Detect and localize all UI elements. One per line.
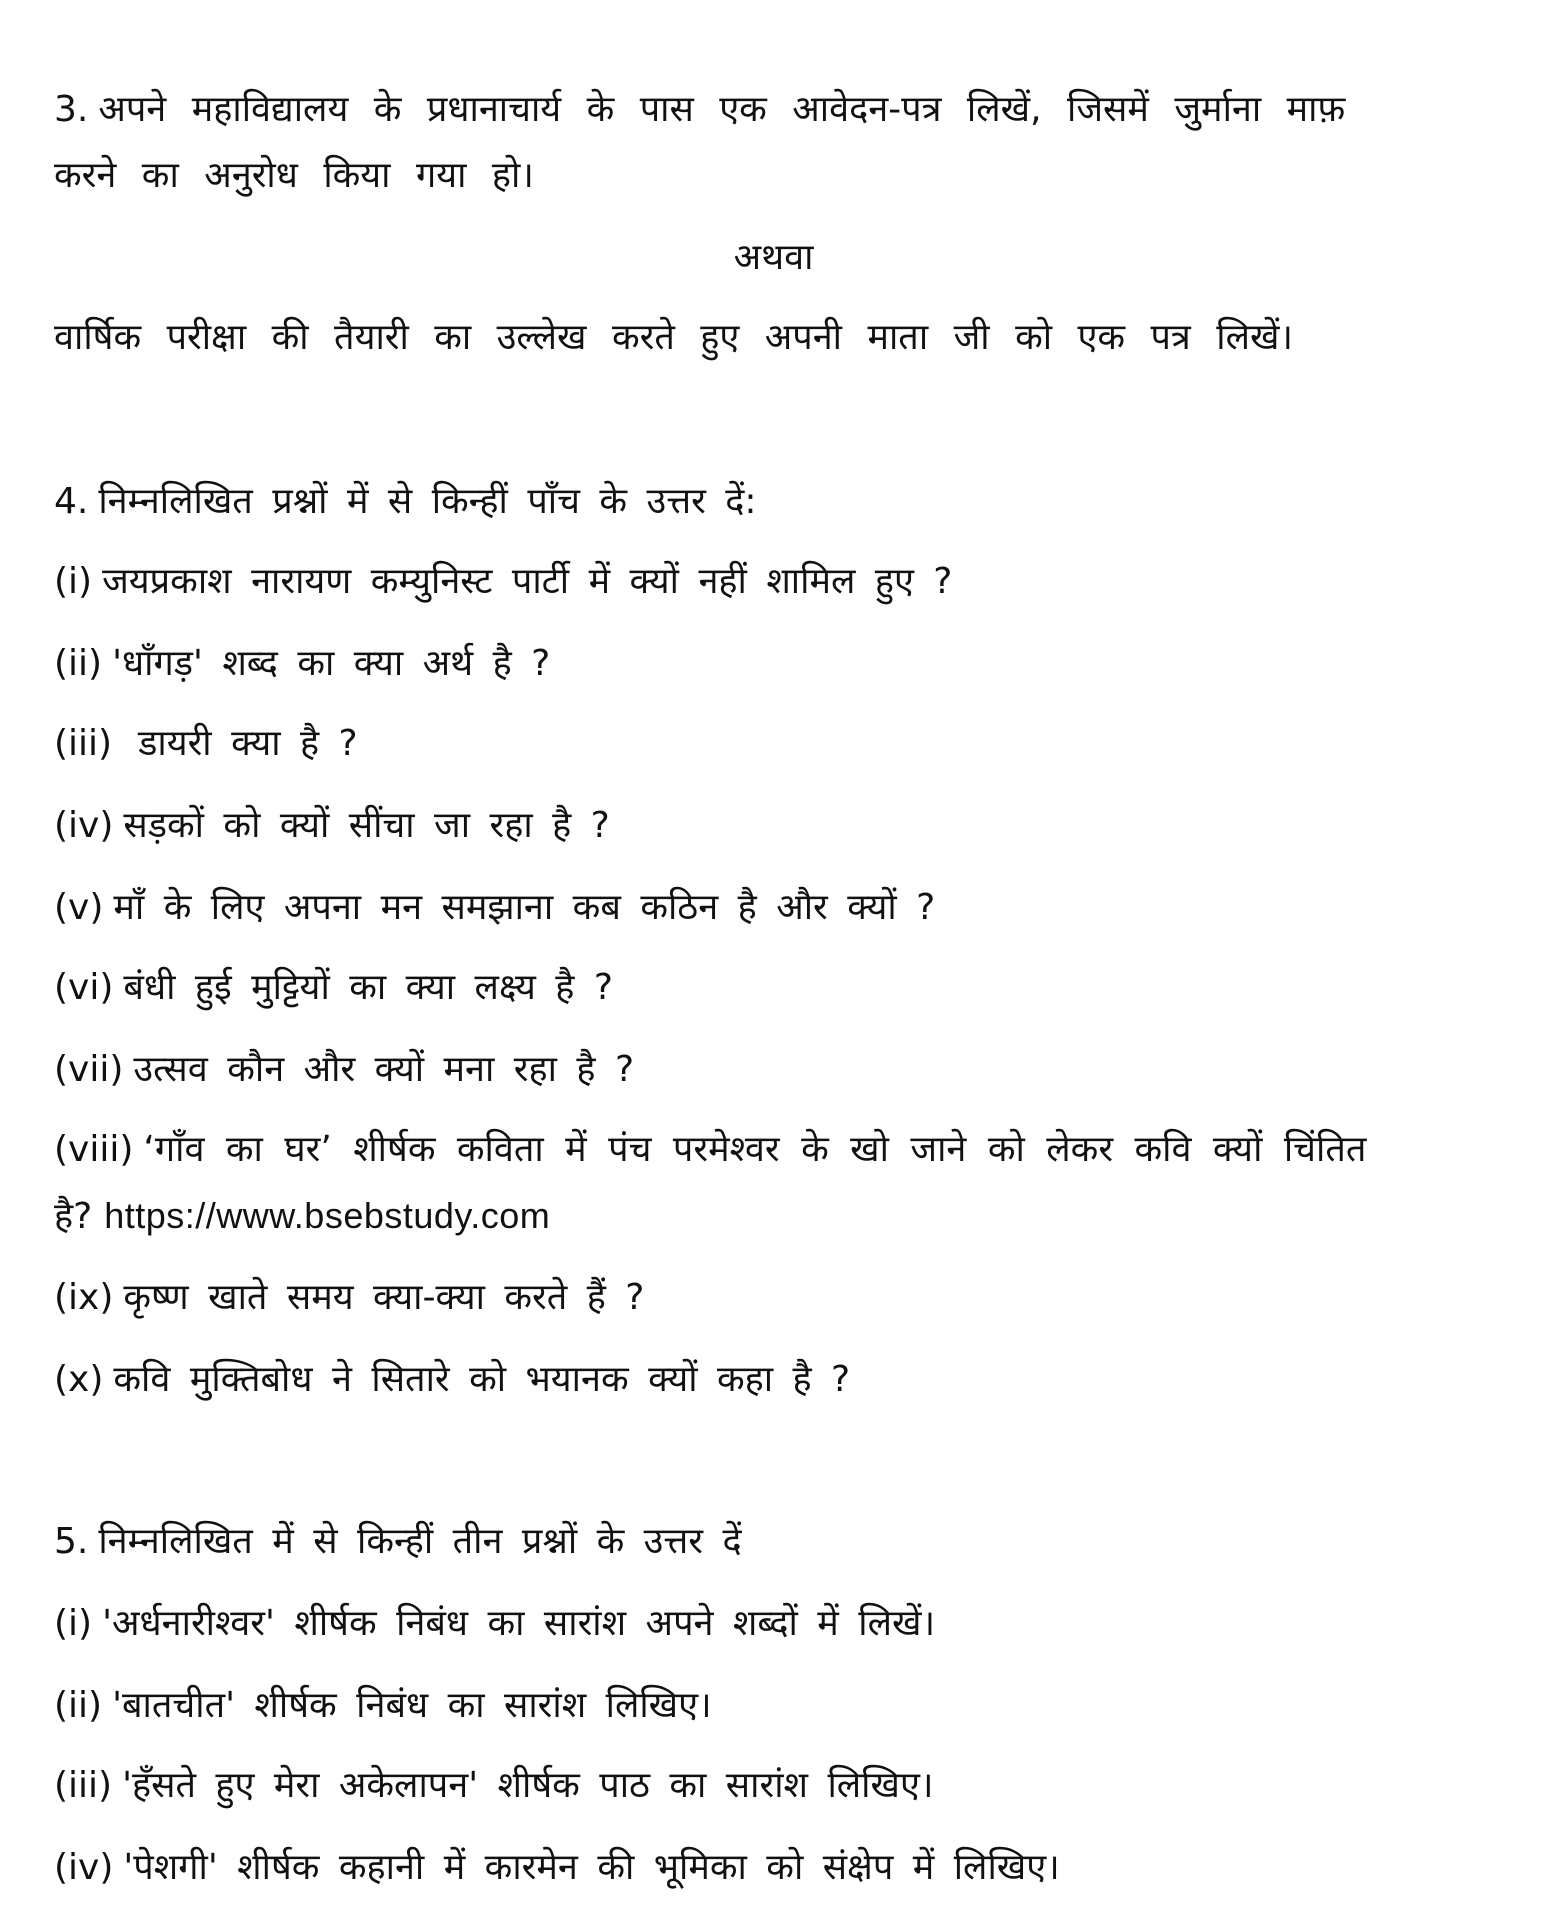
item-text: डायरी क्या है ? (138, 723, 358, 764)
list-item (54, 1358, 850, 1402)
item-label: (i) (54, 561, 93, 602)
list-item (54, 1846, 1060, 1890)
item-text: 'हँसते हुए मेरा अकेलापन' शीर्षक पाठ का सारांश लिखिए। (122, 1765, 934, 1806)
list-item (54, 1048, 634, 1092)
item-label: (iv) (54, 805, 114, 846)
item-label: (vii) (54, 1049, 124, 1090)
item-label: (vi) (54, 967, 114, 1008)
item-label: (viii) (54, 1129, 134, 1170)
item-text: 'अर्धनारीश्वर' शीर्षक निबंध का सारांश अपने शब्दों में लिखें। (102, 1603, 936, 1644)
list-item (54, 1602, 935, 1646)
item-label: (ix) (54, 1277, 114, 1318)
list-item (54, 804, 610, 848)
item-text: ‘गाँव का घर’ शीर्षक कविता में पंच परमेश्वर के खो जाने को लेकर कवि क्यों चिंतित (143, 1129, 1367, 1170)
question-text: निम्नलिखित प्रश्नों में से किन्हीं पाँच के उत्तर दें: (98, 481, 757, 522)
list-item (54, 722, 358, 766)
item-text: कवि मुक्तिबोध ने सितारे को भयानक क्यों कहा है ? (113, 1359, 851, 1400)
item-text: 'धाँगड़' शब्द का क्या अर्थ है ? (112, 643, 551, 684)
item-text: सड़कों को क्यों सींचा जा रहा है ? (123, 805, 610, 846)
question-3-alternative (54, 316, 1293, 360)
item-label: (iii) (54, 723, 113, 764)
item-label: (v) (54, 887, 104, 928)
question-text: निम्नलिखित में से किन्हीं तीन प्रश्नों के उत्तर दें (98, 1521, 742, 1562)
item-text: माँ के लिए अपना मन समझाना कब कठिन है और क्यों ? (113, 887, 936, 928)
item-text: 'पेशगी' शीर्षक कहानी में कारमेन की भूमिका को संक्षेप में लिखिए। (123, 1847, 1060, 1888)
question-4-instruction (54, 480, 757, 524)
item-text: जयप्रकाश नारायण कम्युनिस्ट पार्टी में क्यों नहीं शामिल हुए ? (102, 561, 953, 602)
item-label: (iii) (54, 1765, 113, 1806)
question-text: वार्षिक परीक्षा की तैयारी का उल्लेख करते हुए अपनी माता जी को एक पत्र लिखें। (54, 317, 1294, 358)
list-item (54, 966, 613, 1010)
question-3-line-1 (54, 88, 1345, 132)
or-separator: अथवा (733, 237, 814, 278)
list-item (54, 642, 550, 686)
item-label: (iv) (54, 1847, 114, 1888)
item-text: कृष्ण खाते समय क्या-क्या करते हैं ? (123, 1277, 645, 1318)
question-3-line-2 (54, 154, 534, 198)
list-item-continued (54, 1194, 550, 1239)
list-item (54, 1276, 644, 1320)
item-text: उत्सव कौन और क्यों मना रहा है ? (133, 1049, 635, 1090)
list-item (54, 1764, 934, 1808)
list-item (54, 1128, 1366, 1172)
question-text-continued: करने का अनुरोध किया गया हो। (54, 155, 534, 196)
question-5-instruction (54, 1520, 742, 1564)
item-text: 'बातचीत' शीर्षक निबंध का सारांश लिखिए। (112, 1685, 712, 1726)
question-text: अपने महाविद्यालय के प्रधानाचार्य के पास एक आवेदन-पत्र लिखें, जिसमें जुर्माना माफ़ (98, 89, 1346, 130)
item-label: (x) (54, 1359, 104, 1400)
item-label: (i) (54, 1603, 93, 1644)
list-item (54, 1684, 712, 1728)
item-text-continued: है? (54, 1196, 93, 1237)
item-text: बंधी हुई मुट्टियों का क्या लक्ष्य है ? (123, 967, 613, 1008)
question-number: 3. (54, 89, 89, 130)
question-number: 5. (54, 1521, 89, 1562)
item-label: (ii) (54, 643, 103, 684)
list-item (54, 886, 935, 930)
list-item (54, 560, 952, 604)
website-url[interactable]: https://www.bsebstudy.com (104, 1195, 551, 1236)
item-label: (ii) (54, 1685, 103, 1726)
question-number: 4. (54, 481, 89, 522)
